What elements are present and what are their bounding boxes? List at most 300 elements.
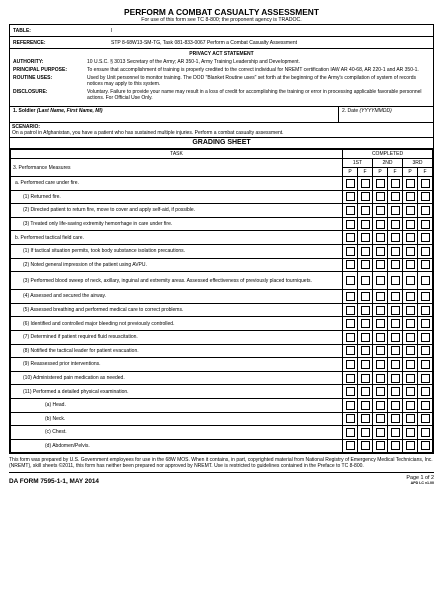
privacy-row bbox=[13, 89, 430, 101]
scenario-label: SCENARIO: bbox=[12, 124, 41, 130]
grade-checkbox[interactable] bbox=[391, 179, 400, 188]
grade-checkbox[interactable] bbox=[406, 247, 415, 256]
grade-cell bbox=[388, 385, 403, 399]
grade-checkbox[interactable] bbox=[406, 233, 415, 242]
privacy-row-label: DISCLOSURE: bbox=[13, 89, 48, 95]
grade-checkbox[interactable] bbox=[421, 333, 430, 342]
grade-checkbox[interactable] bbox=[361, 333, 370, 342]
grade-checkbox[interactable] bbox=[391, 441, 400, 450]
grade-cell bbox=[373, 177, 388, 191]
grade-checkbox[interactable] bbox=[376, 247, 385, 256]
grade-checkbox[interactable] bbox=[376, 346, 385, 355]
date-field[interactable] bbox=[339, 107, 433, 122]
grade-cell bbox=[403, 190, 418, 204]
grade-cell bbox=[373, 244, 388, 258]
measure-text: (11) Performed a detailed physical examination. bbox=[11, 385, 343, 399]
grade-checkbox[interactable] bbox=[421, 220, 430, 229]
grade-checkbox[interactable] bbox=[376, 333, 385, 342]
grade-cell bbox=[403, 231, 418, 245]
grade-cell bbox=[343, 358, 358, 372]
grade-checkbox[interactable] bbox=[421, 319, 430, 328]
measure-text: (4) Assessed and secured the airway. bbox=[11, 290, 343, 304]
footer-note: This form was prepared by U.S. Government employees for use in the 68W MOS. When it contains, in part, copyrighted material from National Registry of Emergency Medical Technicians, Inc. (NREMT), skill sheets ©2011, this form has neither been prepared nor approved by NREMT. Use is restricted to guidelines contained in the Preface to TC 8-800. bbox=[9, 457, 433, 470]
grade-checkbox[interactable] bbox=[391, 276, 400, 285]
grade-checkbox[interactable] bbox=[346, 346, 355, 355]
measure-row bbox=[11, 412, 433, 426]
grade-checkbox[interactable] bbox=[361, 441, 370, 450]
grade-checkbox[interactable] bbox=[421, 247, 430, 256]
grade-checkbox[interactable] bbox=[406, 306, 415, 315]
measure-text: b. Performed tactical field care. bbox=[11, 231, 343, 245]
grade-checkbox[interactable] bbox=[406, 260, 415, 269]
measure-text: (2) Noted general impression of the patient using AVPU. bbox=[11, 258, 343, 272]
grade-checkbox[interactable] bbox=[391, 414, 400, 423]
measure-text: (6) Identified and controlled major bleeding not previously controlled. bbox=[11, 317, 343, 331]
measure-row bbox=[11, 272, 433, 290]
soldier-name-field[interactable] bbox=[10, 107, 339, 122]
grade-checkbox[interactable] bbox=[421, 260, 430, 269]
grade-checkbox[interactable] bbox=[391, 292, 400, 301]
grade-checkbox[interactable] bbox=[421, 360, 430, 369]
grade-cell bbox=[388, 330, 403, 344]
grade-checkbox[interactable] bbox=[406, 441, 415, 450]
grade-cell bbox=[343, 244, 358, 258]
grade-cell bbox=[403, 330, 418, 344]
privacy-row-text: To ensure that accomplishment of training is properly credited to the correct individual for NREMT certification IAW AR 40-68, AR 220-1 and AR 350-1. bbox=[87, 67, 419, 73]
grade-cell bbox=[373, 290, 388, 304]
grade-checkbox[interactable] bbox=[346, 360, 355, 369]
measure-text: (9) Reassessed prior interventions. bbox=[11, 358, 343, 372]
grade-cell bbox=[388, 412, 403, 426]
grade-checkbox[interactable] bbox=[391, 401, 400, 410]
form-body bbox=[9, 24, 434, 454]
grade-checkbox[interactable] bbox=[406, 346, 415, 355]
measure-text: (1) If tactical situation permits, took body substance isolation precautions. bbox=[11, 244, 343, 258]
grade-cell bbox=[403, 385, 418, 399]
measure-row bbox=[11, 303, 433, 317]
grade-checkbox[interactable] bbox=[376, 360, 385, 369]
grade-cell bbox=[358, 272, 373, 290]
grade-cell bbox=[373, 303, 388, 317]
grade-checkbox[interactable] bbox=[376, 428, 385, 437]
measure-row bbox=[11, 231, 433, 245]
date-label: 2. Date bbox=[342, 108, 359, 114]
grade-checkbox[interactable] bbox=[346, 428, 355, 437]
scenario-section bbox=[10, 123, 433, 138]
grade-cell bbox=[403, 398, 418, 412]
measure-row bbox=[11, 439, 433, 453]
grade-checkbox[interactable] bbox=[421, 192, 430, 201]
grade-checkbox[interactable] bbox=[406, 220, 415, 229]
grade-cell bbox=[388, 303, 403, 317]
attempt-3rd-header: 3RD bbox=[403, 159, 433, 168]
grade-cell bbox=[358, 258, 373, 272]
measure-text: (5) Assessed breathing and performed medical care to correct problems. bbox=[11, 303, 343, 317]
grade-cell bbox=[418, 398, 433, 412]
grade-checkbox[interactable] bbox=[376, 306, 385, 315]
grade-checkbox[interactable] bbox=[346, 247, 355, 256]
grade-cell bbox=[343, 290, 358, 304]
grade-checkbox[interactable] bbox=[406, 206, 415, 215]
grade-checkbox[interactable] bbox=[376, 401, 385, 410]
grade-cell bbox=[388, 344, 403, 358]
grade-cell bbox=[343, 204, 358, 218]
grade-cell bbox=[403, 439, 418, 453]
grade-checkbox[interactable] bbox=[361, 414, 370, 423]
grade-checkbox[interactable] bbox=[361, 179, 370, 188]
attempt-2nd-header: 2ND bbox=[373, 159, 403, 168]
grade-cell bbox=[388, 190, 403, 204]
grade-checkbox[interactable] bbox=[361, 247, 370, 256]
grade-checkbox[interactable] bbox=[421, 292, 430, 301]
pass-fail-header: P bbox=[403, 168, 418, 177]
measure-row bbox=[11, 330, 433, 344]
grade-cell bbox=[358, 190, 373, 204]
grade-cell bbox=[403, 272, 418, 290]
grade-cell bbox=[358, 317, 373, 331]
page-number: Page 1 of 2 bbox=[406, 475, 434, 482]
measure-row bbox=[11, 398, 433, 412]
privacy-row-text: Used by Unit personnel to monitor training. The DOD "Blanket Routine uses" set forth at the beginning of the Army's compilation of system of records notices may apply to this system. bbox=[87, 75, 417, 87]
grade-cell bbox=[403, 426, 418, 440]
grade-checkbox[interactable] bbox=[376, 276, 385, 285]
grade-cell bbox=[388, 317, 403, 331]
grade-checkbox[interactable] bbox=[376, 260, 385, 269]
table-label: TABLE: bbox=[13, 27, 31, 34]
grade-cell bbox=[418, 190, 433, 204]
grade-cell bbox=[373, 258, 388, 272]
grade-checkbox[interactable] bbox=[391, 428, 400, 437]
measure-row bbox=[11, 426, 433, 440]
grading-table bbox=[10, 149, 433, 453]
pass-fail-header: F bbox=[358, 168, 373, 177]
grade-checkbox[interactable] bbox=[376, 292, 385, 301]
grade-checkbox[interactable] bbox=[421, 387, 430, 396]
grade-cell bbox=[358, 398, 373, 412]
grade-cell bbox=[373, 398, 388, 412]
grade-cell bbox=[418, 371, 433, 385]
grade-cell bbox=[403, 177, 418, 191]
grade-cell bbox=[388, 290, 403, 304]
grade-checkbox[interactable] bbox=[376, 319, 385, 328]
grade-checkbox[interactable] bbox=[361, 401, 370, 410]
grade-cell bbox=[343, 190, 358, 204]
grade-checkbox[interactable] bbox=[421, 441, 430, 450]
grade-checkbox[interactable] bbox=[421, 206, 430, 215]
grade-checkbox[interactable] bbox=[361, 360, 370, 369]
task-header: TASK bbox=[11, 150, 343, 159]
grade-checkbox[interactable] bbox=[376, 192, 385, 201]
grade-checkbox[interactable] bbox=[391, 247, 400, 256]
form-id: DA FORM 7595-1-1, MAY 2014 bbox=[9, 478, 99, 486]
grade-cell bbox=[418, 217, 433, 231]
grade-checkbox[interactable] bbox=[391, 260, 400, 269]
grade-cell bbox=[403, 412, 418, 426]
grade-cell bbox=[373, 344, 388, 358]
grade-checkbox[interactable] bbox=[391, 233, 400, 242]
grade-cell bbox=[403, 258, 418, 272]
grade-cell bbox=[418, 303, 433, 317]
grade-checkbox[interactable] bbox=[406, 292, 415, 301]
grade-checkbox[interactable] bbox=[361, 346, 370, 355]
measure-text: (d) Abdomen/Pelvis. bbox=[11, 439, 343, 453]
grade-cell bbox=[358, 371, 373, 385]
grade-cell bbox=[403, 290, 418, 304]
grade-cell bbox=[358, 290, 373, 304]
grade-cell bbox=[343, 330, 358, 344]
grade-cell bbox=[388, 231, 403, 245]
grade-checkbox[interactable] bbox=[346, 233, 355, 242]
grade-cell bbox=[388, 258, 403, 272]
grade-cell bbox=[343, 439, 358, 453]
grade-checkbox[interactable] bbox=[376, 179, 385, 188]
grade-checkbox[interactable] bbox=[406, 374, 415, 383]
grade-cell bbox=[373, 426, 388, 440]
grade-cell bbox=[418, 177, 433, 191]
grade-cell bbox=[358, 426, 373, 440]
measure-text: (8) Notified the tactical leader for patient evacuation. bbox=[11, 344, 343, 358]
grade-checkbox[interactable] bbox=[361, 292, 370, 301]
grade-checkbox[interactable] bbox=[361, 428, 370, 437]
grade-checkbox[interactable] bbox=[361, 233, 370, 242]
grade-cell bbox=[358, 303, 373, 317]
grade-checkbox[interactable] bbox=[421, 374, 430, 383]
grade-checkbox[interactable] bbox=[406, 401, 415, 410]
measure-row bbox=[11, 317, 433, 331]
reference-label: REFERENCE: bbox=[13, 39, 46, 46]
grade-cell bbox=[418, 204, 433, 218]
measure-text: (7) Determined if patient required fluid resuscitation. bbox=[11, 330, 343, 344]
grade-cell bbox=[373, 217, 388, 231]
grade-checkbox[interactable] bbox=[361, 374, 370, 383]
grade-checkbox[interactable] bbox=[391, 319, 400, 328]
table-value: I bbox=[111, 27, 113, 34]
grade-cell bbox=[358, 204, 373, 218]
soldier-row bbox=[10, 107, 433, 123]
privacy-row-label: PRINCIPAL PURPOSE: bbox=[13, 67, 67, 73]
measure-row bbox=[11, 204, 433, 218]
grade-checkbox[interactable] bbox=[361, 260, 370, 269]
grade-cell bbox=[418, 231, 433, 245]
grade-cell bbox=[358, 344, 373, 358]
grade-cell bbox=[388, 426, 403, 440]
grade-checkbox[interactable] bbox=[346, 292, 355, 301]
privacy-row bbox=[13, 67, 430, 73]
grade-cell bbox=[403, 303, 418, 317]
privacy-row-label: ROUTINE USES: bbox=[13, 75, 53, 81]
measure-text: (c) Chest. bbox=[11, 426, 343, 440]
grade-checkbox[interactable] bbox=[406, 360, 415, 369]
grade-cell bbox=[403, 358, 418, 372]
grade-checkbox[interactable] bbox=[361, 206, 370, 215]
grade-checkbox[interactable] bbox=[391, 192, 400, 201]
grade-cell bbox=[418, 358, 433, 372]
grade-checkbox[interactable] bbox=[391, 360, 400, 369]
measure-text: (a) Head. bbox=[11, 398, 343, 412]
measure-text: a. Performed care under fire. bbox=[11, 177, 343, 191]
grade-checkbox[interactable] bbox=[421, 306, 430, 315]
grade-checkbox[interactable] bbox=[376, 387, 385, 396]
grade-checkbox[interactable] bbox=[346, 192, 355, 201]
grade-cell bbox=[418, 290, 433, 304]
privacy-row-label: AUTHORITY: bbox=[13, 59, 44, 65]
grade-cell bbox=[418, 426, 433, 440]
grade-cell bbox=[343, 317, 358, 331]
grade-cell bbox=[373, 371, 388, 385]
grade-checkbox[interactable] bbox=[391, 333, 400, 342]
grade-checkbox[interactable] bbox=[406, 333, 415, 342]
grade-checkbox[interactable] bbox=[376, 441, 385, 450]
grade-cell bbox=[343, 385, 358, 399]
grade-checkbox[interactable] bbox=[346, 220, 355, 229]
grade-checkbox[interactable] bbox=[391, 306, 400, 315]
grade-cell bbox=[373, 412, 388, 426]
measure-row bbox=[11, 244, 433, 258]
grade-checkbox[interactable] bbox=[346, 401, 355, 410]
grade-checkbox[interactable] bbox=[421, 233, 430, 242]
grade-checkbox[interactable] bbox=[346, 387, 355, 396]
grade-checkbox[interactable] bbox=[391, 346, 400, 355]
grade-checkbox[interactable] bbox=[376, 374, 385, 383]
grade-cell bbox=[343, 426, 358, 440]
privacy-row bbox=[13, 59, 430, 65]
measure-text: (3) Performed blood sweep of neck, axillary, inguinal and extremity areas. Assessed effectiveness of previously placed tourniquets. bbox=[11, 272, 343, 290]
soldier-label: 1. Soldier bbox=[13, 108, 36, 114]
reference-row bbox=[10, 37, 433, 49]
privacy-title: PRIVACY ACT STATEMENT bbox=[189, 51, 254, 57]
grade-checkbox[interactable] bbox=[391, 220, 400, 229]
reference-value: STP 8-68W13-SM-TG, Task 081-833-0067 Perform a Combat Casualty Assessment bbox=[111, 39, 298, 46]
grade-cell bbox=[388, 398, 403, 412]
grade-checkbox[interactable] bbox=[421, 428, 430, 437]
grade-checkbox[interactable] bbox=[376, 233, 385, 242]
grade-checkbox[interactable] bbox=[346, 319, 355, 328]
grade-cell bbox=[388, 439, 403, 453]
grade-cell bbox=[343, 398, 358, 412]
performance-measures-header: 3. Performance Measures bbox=[11, 159, 343, 177]
grade-cell bbox=[403, 244, 418, 258]
grade-checkbox[interactable] bbox=[421, 276, 430, 285]
grade-cell bbox=[418, 258, 433, 272]
privacy-row bbox=[13, 75, 430, 87]
grade-cell bbox=[373, 190, 388, 204]
grade-checkbox[interactable] bbox=[346, 374, 355, 383]
grade-checkbox[interactable] bbox=[361, 276, 370, 285]
form-title: PERFORM A COMBAT CASUALTY ASSESSMENT bbox=[124, 7, 319, 17]
completed-header: COMPLETED bbox=[343, 150, 433, 159]
measure-row bbox=[11, 190, 433, 204]
privacy-row-text: 10 U.S.C. § 3013 Secretary of the Army; AR 350-1, Army Training Leadership and Development. bbox=[87, 59, 300, 65]
measure-row bbox=[11, 358, 433, 372]
pass-fail-header: P bbox=[343, 168, 358, 177]
grade-checkbox[interactable] bbox=[361, 220, 370, 229]
grade-checkbox[interactable] bbox=[346, 206, 355, 215]
grade-checkbox[interactable] bbox=[406, 387, 415, 396]
measure-row bbox=[11, 258, 433, 272]
measure-row bbox=[11, 217, 433, 231]
grade-cell bbox=[373, 358, 388, 372]
grade-checkbox[interactable] bbox=[406, 319, 415, 328]
grade-checkbox[interactable] bbox=[376, 414, 385, 423]
grade-cell bbox=[343, 231, 358, 245]
grade-cell bbox=[343, 272, 358, 290]
grade-cell bbox=[358, 177, 373, 191]
grade-cell bbox=[358, 217, 373, 231]
grade-checkbox[interactable] bbox=[421, 179, 430, 188]
grade-checkbox[interactable] bbox=[346, 260, 355, 269]
grade-checkbox[interactable] bbox=[346, 441, 355, 450]
grade-cell bbox=[403, 317, 418, 331]
attempt-1st-header: 1ST bbox=[343, 159, 373, 168]
grade-checkbox[interactable] bbox=[406, 192, 415, 201]
form-subtitle: For use of this form see TC 8-800; the proponent agency is TRADOC. bbox=[141, 17, 302, 23]
form-version: APD LC v1.00 bbox=[410, 481, 434, 486]
grade-checkbox[interactable] bbox=[346, 333, 355, 342]
grade-checkbox[interactable] bbox=[406, 428, 415, 437]
grade-cell bbox=[358, 244, 373, 258]
footer-bar bbox=[9, 472, 434, 485]
form-page bbox=[9, 8, 434, 485]
grade-checkbox[interactable] bbox=[376, 220, 385, 229]
grade-cell bbox=[358, 330, 373, 344]
grade-checkbox[interactable] bbox=[376, 206, 385, 215]
grade-checkbox[interactable] bbox=[406, 179, 415, 188]
grade-cell bbox=[343, 344, 358, 358]
grade-checkbox[interactable] bbox=[361, 306, 370, 315]
grade-cell bbox=[418, 344, 433, 358]
grade-checkbox[interactable] bbox=[406, 414, 415, 423]
grade-checkbox[interactable] bbox=[421, 414, 430, 423]
grade-cell bbox=[388, 204, 403, 218]
grade-checkbox[interactable] bbox=[346, 306, 355, 315]
grade-checkbox[interactable] bbox=[421, 401, 430, 410]
grade-cell bbox=[373, 317, 388, 331]
grade-cell bbox=[373, 231, 388, 245]
grade-cell bbox=[373, 272, 388, 290]
grade-checkbox[interactable] bbox=[391, 387, 400, 396]
measure-text: (1) Returned fire. bbox=[11, 190, 343, 204]
grade-checkbox[interactable] bbox=[361, 319, 370, 328]
table-row-field bbox=[10, 25, 433, 37]
privacy-act-statement bbox=[10, 49, 433, 107]
grade-cell bbox=[403, 344, 418, 358]
grade-checkbox[interactable] bbox=[391, 374, 400, 383]
grade-checkbox[interactable] bbox=[391, 206, 400, 215]
measure-text: (10) Administered pain medication as needed. bbox=[11, 371, 343, 385]
measure-text: (b) Neck. bbox=[11, 412, 343, 426]
grade-cell bbox=[418, 385, 433, 399]
grade-checkbox[interactable] bbox=[346, 414, 355, 423]
grade-cell bbox=[388, 177, 403, 191]
grade-cell bbox=[418, 439, 433, 453]
measure-row bbox=[11, 290, 433, 304]
grade-checkbox[interactable] bbox=[361, 387, 370, 396]
grade-cell bbox=[403, 204, 418, 218]
grade-checkbox[interactable] bbox=[421, 346, 430, 355]
grade-checkbox[interactable] bbox=[346, 276, 355, 285]
grade-checkbox[interactable] bbox=[361, 192, 370, 201]
measure-row bbox=[11, 385, 433, 399]
grade-cell bbox=[418, 317, 433, 331]
grade-checkbox[interactable] bbox=[406, 276, 415, 285]
grade-checkbox[interactable] bbox=[346, 179, 355, 188]
grade-cell bbox=[373, 439, 388, 453]
scenario-text: On a patrol in Afghanistan, you have a patient who has sustained multiple injuries. Perform a combat casualty assessment. bbox=[12, 130, 284, 136]
grade-cell bbox=[388, 244, 403, 258]
grade-cell bbox=[403, 217, 418, 231]
grade-cell bbox=[343, 303, 358, 317]
measure-row bbox=[11, 344, 433, 358]
